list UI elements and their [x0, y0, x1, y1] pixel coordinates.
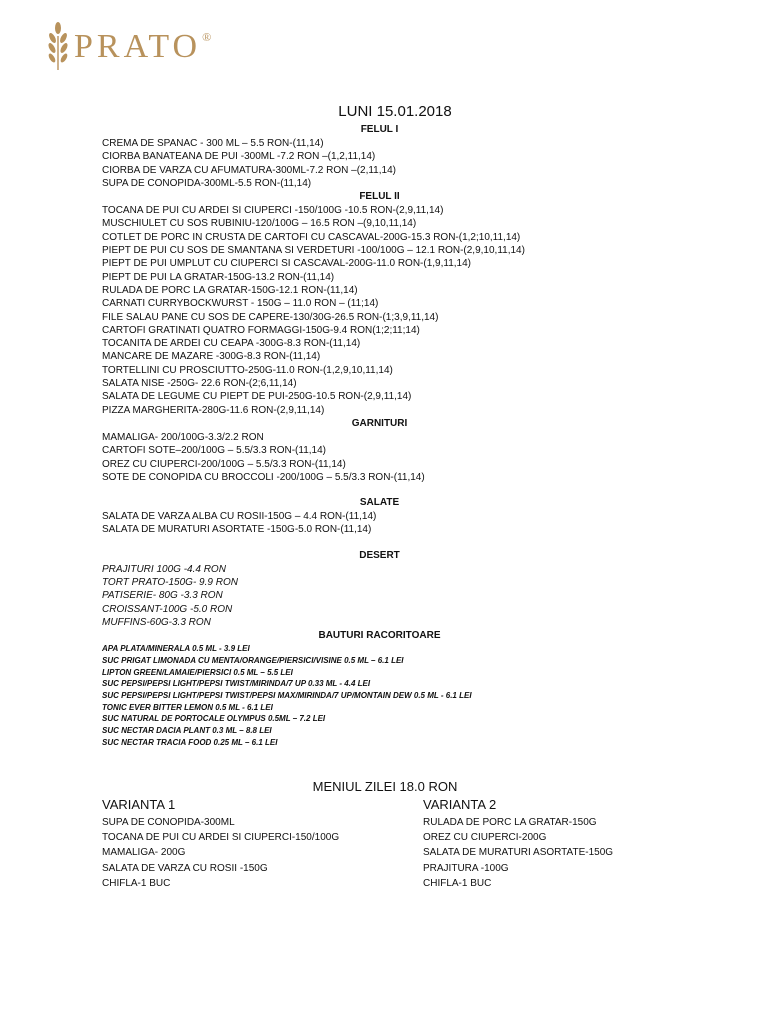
menu-item: PIEPT DE PUI UMPLUT CU CIUPERCI SI CASCAVAL-200G-11.0 RON-(1,9,11,14): [102, 258, 471, 270]
daily-variant-2: [423, 796, 613, 891]
section-heading: DESERT: [359, 549, 400, 561]
menu-section: [102, 123, 702, 190]
menu-item: CARTOFI GRATINATI QUATRO FORMAGGI-150G-9.4 RON(1;2;11;14): [102, 324, 420, 336]
registered-mark: ®: [202, 30, 212, 44]
menu-item: MAMALIGA- 200/100G-3.3/2.2 RON: [102, 431, 264, 443]
variant-title: VARIANTA 1: [102, 797, 176, 812]
menu-item: MUSCHIULET CU SOS RUBINIU-120/100G – 16.5 RON –(9,10,11,14): [102, 218, 417, 230]
menu-item: SALATA DE MURATURI ASORTATE -150G-5.0 RON-(11,14): [102, 524, 372, 536]
menu-item: SALATA DE VARZA ALBA CU ROSII-150G – 4.4 RON-(11,14): [102, 511, 377, 523]
menu-item: SUC PEPSI/PEPSI LIGHT/PEPSI TWIST/PEPSI MAX/MIRINDA/7 UP/MONTAIN DEW 0.5 ML - 6.1 LEI: [102, 691, 472, 701]
menu-item: SOTE DE CONOPIDA CU BROCCOLI -200/100G – 5.5/3.3 RON-(11,14): [102, 471, 425, 483]
menu-item: PATISERIE- 80G -3.3 RON: [102, 590, 223, 602]
menu-item: COTLET DE PORC IN CRUSTA DE CARTOFI CU CASCAVAL-200G-15.3 RON-(1,2;10,11,14): [102, 231, 521, 243]
menu-item: LIPTON GREEN/LAMAIE/PIERSICI 0.5 ML – 5.5 LEI: [102, 667, 293, 677]
menu-item: SUC NATURAL DE PORTOCALE OLYMPUS 0.5ML – 7.2 LEI: [102, 714, 326, 724]
menu-item: CREMA DE SPANAC - 300 ML – 5.5 RON-(11,14): [102, 138, 324, 149]
menu-section: [102, 496, 702, 537]
menu-item: PIEPT DE PUI LA GRATAR-150G-13.2 RON-(11,14): [102, 271, 335, 283]
menu-item: MANCARE DE MAZARE -300G-8.3 RON-(11,14): [102, 351, 321, 363]
menu-item: MUFFINS-60G-3.3 RON: [102, 616, 211, 628]
variant-item: RULADA DE PORC LA GRATAR-150G: [423, 817, 597, 828]
section-heading: FELUL II: [359, 191, 400, 203]
brand-name: PRATO: [74, 28, 202, 65]
menu-section: [102, 549, 702, 629]
menu-item: SALATA NISE -250G- 22.6 RON-(2;6,11,14): [102, 378, 297, 390]
menu-item: TONIC EVER BITTER LEMON 0.5 ML - 6.1 LEI: [102, 702, 273, 712]
variant-item: SALATA DE MURATURI ASORTATE-150G: [423, 847, 614, 859]
menu-item: TOCANA DE PUI CU ARDEI SI CIUPERCI -150/100G -10.5 RON-(2,9,11,14): [102, 205, 444, 217]
variant-item: PRAJITURA -100G: [423, 862, 509, 874]
menu-item: TORT PRATO-150G- 9.9 RON: [102, 577, 238, 589]
menu-item: SUC NECTAR TRACIA FOOD 0.25 ML – 6.1 LEI: [102, 737, 278, 747]
daily-menu-title: MENIUL ZILEI 18.0 RON: [312, 779, 458, 794]
menu-item: RULADA DE PORC LA GRATAR-150G-12.1 RON-(11,14): [102, 284, 358, 296]
variant-item: CHIFLA-1 BUC: [423, 877, 492, 889]
menu-section: [102, 190, 702, 417]
variant-item: TOCANA DE PUI CU ARDEI SI CIUPERCI-150/100G: [102, 832, 340, 844]
wheat-icon: [44, 16, 72, 72]
menu-section: [102, 417, 702, 484]
section-heading: FELUL I: [360, 124, 399, 135]
page-title: LUNI 15.01.2018: [338, 103, 452, 120]
variant-item: MAMALIGA- 200G: [102, 847, 186, 859]
menu-item: PRAJITURI 100G -4.4 RON: [102, 563, 226, 575]
variant-item: OREZ CU CIUPERCI-200G: [423, 832, 547, 844]
daily-variant-1: [102, 796, 339, 891]
variant-item: CHIFLA-1 BUC: [102, 877, 171, 889]
menu-item: SUPA DE CONOPIDA-300ML-5.5 RON-(11,14): [102, 177, 312, 189]
section-heading: BAUTURI RACORITOARE: [318, 630, 441, 642]
menu-item: FILE SALAU PANE CU SOS DE CAPERE-130/30G-26.5 RON-(1;3,9,11,14): [102, 311, 439, 323]
menu-item: CIORBA BANATEANA DE PUI -300ML -7.2 RON –(1,2,11,14): [102, 151, 376, 163]
section-heading: SALATE: [359, 497, 400, 509]
menu-item: SUC PEPSI/PEPSI LIGHT/PEPSI TWIST/MIRINDA/7 UP 0.33 ML - 4.4 LEI: [102, 679, 371, 689]
menu-item: CARNATI CURRYBOCKWURST - 150G – 11.0 RON – (11;14): [102, 298, 379, 310]
menu-item: CROISSANT-100G -5.0 RON: [102, 603, 233, 615]
menu-body: [102, 123, 702, 749]
menu-item: OREZ CU CIUPERCI-200/100G – 5.5/3.3 RON-(11,14): [102, 458, 346, 470]
menu-section: [102, 629, 702, 748]
variant-item: SALATA DE VARZA CU ROSII -150G: [102, 862, 268, 874]
variant-item: SUPA DE CONOPIDA-300ML: [102, 817, 235, 828]
menu-item: PIEPT DE PUI CU SOS DE SMANTANA SI VERDETURI -100/100G – 12.1 RON-(2,9,10,11,14): [102, 245, 525, 257]
menu-item: TOCANITA DE ARDEI CU CEAPA -300G-8.3 RON-(11,14): [102, 338, 361, 350]
menu-item: SUC NECTAR DACIA PLANT 0.3 ML – 8.8 LEI: [102, 726, 272, 736]
variant-title: VARIANTA 2: [423, 797, 497, 812]
brand-logo: [44, 16, 211, 72]
menu-item: TORTELLINI CU PROSCIUTTO-250G-11.0 RON-(1,2,9,10,11,14): [102, 364, 393, 376]
menu-item: SUC PRIGAT LIMONADA CU MENTA/ORANGE/PIERSICI/VISINE 0.5 ML – 6.1 LEI: [102, 655, 404, 665]
menu-item: APA PLATA/MINERALA 0.5 ML - 3.9 LEI: [102, 644, 250, 654]
section-heading: GARNITURI: [351, 417, 408, 429]
menu-item: SALATA DE LEGUME CU PIEPT DE PUI-250G-10.5 RON-(2,9,11,14): [102, 391, 412, 403]
menu-item: PIZZA MARGHERITA-280G-11.6 RON-(2,9,11,14): [102, 404, 325, 416]
menu-item: CARTOFI SOTE–200/100G – 5.5/3.3 RON-(11,14): [102, 445, 326, 457]
menu-item: CIORBA DE VARZA CU AFUMATURA-300ML-7.2 RON –(2,11,14): [102, 164, 396, 176]
